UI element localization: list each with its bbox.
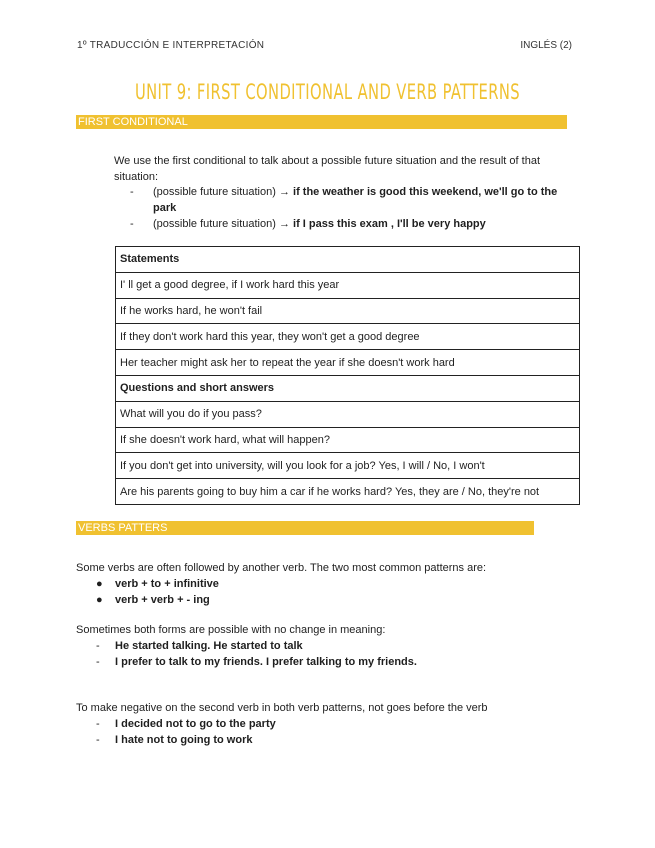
table-row (116, 324, 580, 350)
header-course: 1º TRADUCCIÓN E INTERPRETACIÓN (77, 40, 265, 51)
bullet-marker: ● (96, 578, 103, 590)
paragraph-both-forms: Sometimes both forms are possible with no change in meaning: (76, 624, 386, 636)
dash-marker: - (96, 718, 100, 730)
dash-marker: - (130, 186, 134, 198)
example-list (130, 184, 580, 232)
table-cell: What will you do if you pass? (116, 401, 580, 427)
list-item-text: I prefer to talk to my friends. I prefer talking to my friends. (115, 656, 417, 668)
table-row (116, 453, 580, 479)
table-row (116, 427, 580, 453)
negative-list (96, 716, 276, 748)
list-item (96, 638, 417, 654)
table-cell-header: Statements (116, 247, 580, 273)
table-row (116, 298, 580, 324)
section-heading-first-conditional: FIRST CONDITIONAL (76, 115, 567, 129)
pattern-list (96, 576, 219, 608)
list-item-text: verb + verb + - ing (115, 594, 210, 606)
example-prefix: (possible future situation) → (153, 186, 294, 198)
table-row (116, 272, 580, 298)
list-item-text: He started talking. He started to talk (115, 640, 303, 652)
list-item-text: verb + to + infinitive (115, 578, 219, 590)
header-subject: INGLÉS (2) (520, 40, 572, 51)
example-sentence: if I pass this exam , I'll be very happy (293, 218, 486, 230)
list-item (130, 216, 580, 232)
dash-marker: - (96, 734, 100, 746)
table-cell: Are his parents going to buy him a car if he works hard? Yes, they are / No, they're not (116, 479, 580, 505)
page-title: UNIT 9: FIRST CONDITIONAL AND VERB PATTERNS (134, 80, 521, 104)
both-forms-list (96, 638, 417, 670)
table-row (116, 375, 580, 401)
dash-marker: - (96, 640, 100, 652)
table-cell: If he works hard, he won't fail (116, 298, 580, 324)
table-cell: Her teacher might ask her to repeat the year if she doesn't work hard (116, 350, 580, 376)
table-cell: I' ll get a good degree, if I work hard this year (116, 272, 580, 298)
dash-marker: - (130, 218, 134, 230)
list-item (96, 576, 219, 592)
section-heading-verb-patterns: VERBS PATTERS (76, 521, 534, 535)
table-row (116, 401, 580, 427)
list-item (130, 184, 580, 216)
statements-table (115, 246, 580, 505)
table-cell: If they don't work hard this year, they won't get a good degree (116, 324, 580, 350)
list-item (96, 732, 276, 748)
example-sentence: if the weather is good this weekend, we'll go to the park (153, 186, 558, 214)
table-cell: If you don't get into university, will you look for a job? Yes, I will / No, I won't (116, 453, 580, 479)
list-item (96, 654, 417, 670)
list-item-text: I decided not to go to the party (115, 718, 276, 730)
table-row (116, 350, 580, 376)
table-cell-header: Questions and short answers (116, 375, 580, 401)
example-prefix: (possible future situation) → (153, 218, 294, 230)
intro-paragraph: We use the first conditional to talk about a possible future situation and the result of that situation: (114, 155, 540, 183)
paragraph-negative: To make negative on the second verb in both verb patterns, not goes before the verb (76, 702, 488, 714)
table-row (116, 247, 580, 273)
list-item-text: I hate not to going to work (115, 734, 253, 746)
list-item (96, 592, 219, 608)
list-item (96, 716, 276, 732)
paragraph-patterns: Some verbs are often followed by another verb. The two most common patterns are: (76, 562, 487, 574)
dash-marker: - (96, 656, 100, 668)
table-row (116, 479, 580, 505)
table-cell: If she doesn't work hard, what will happen? (116, 427, 580, 453)
bullet-marker: ● (96, 594, 103, 606)
